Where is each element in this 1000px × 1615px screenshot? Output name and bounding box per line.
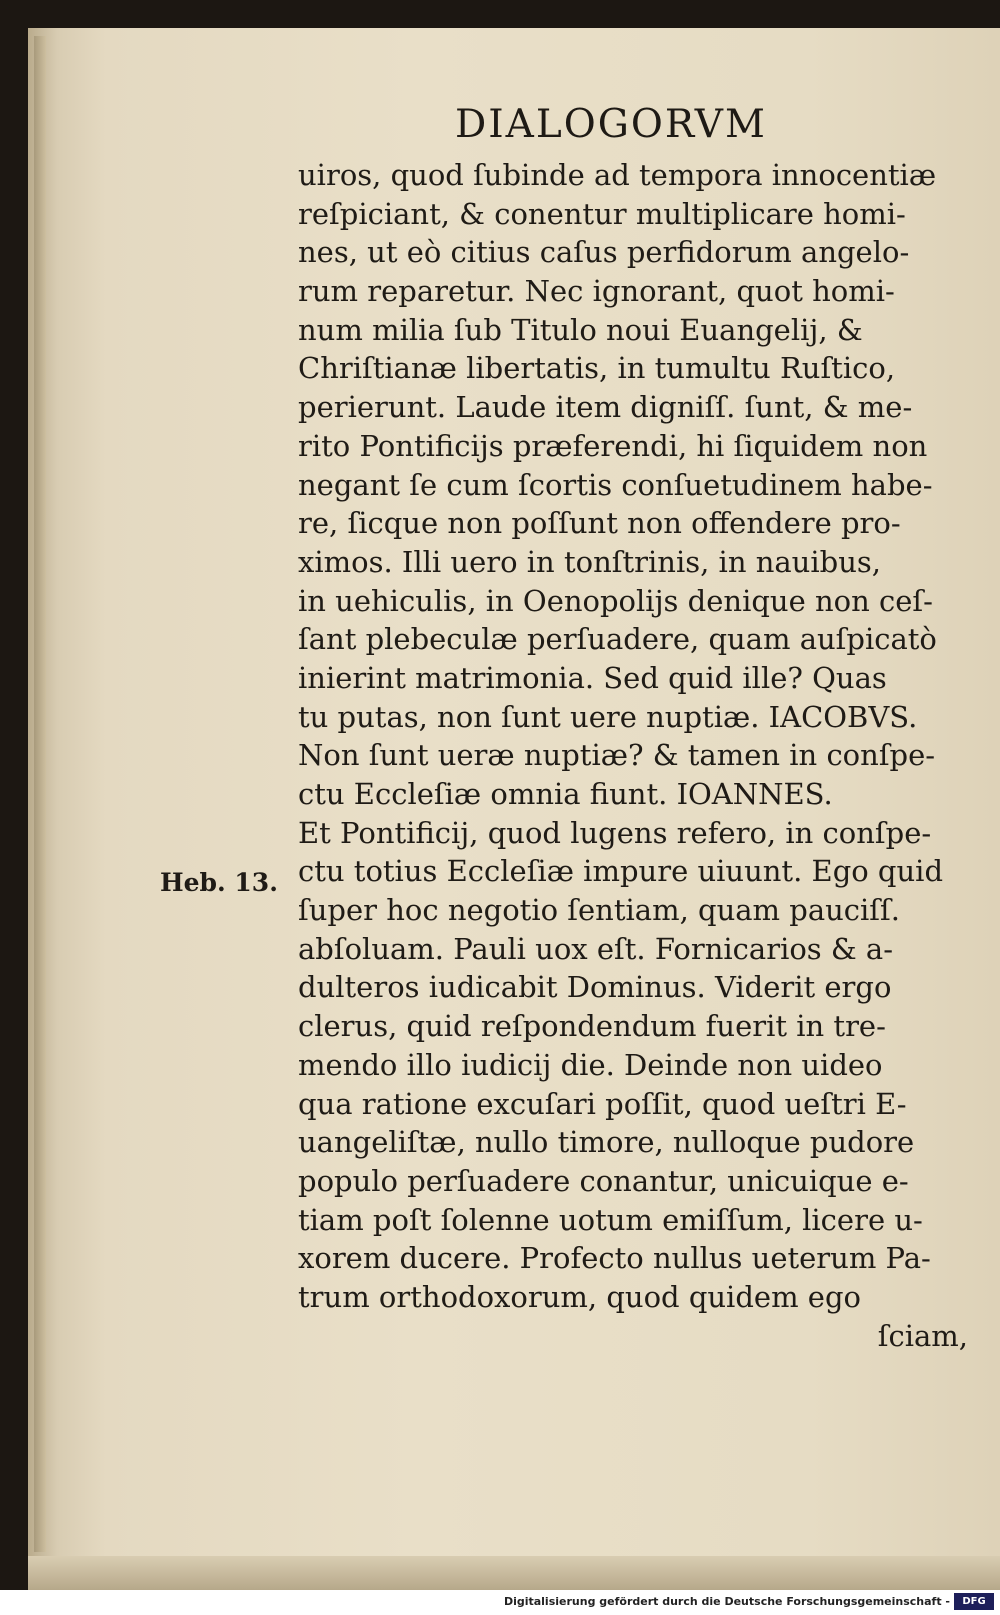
text-line: clerus, quid reſpondendum fuerit in tre- bbox=[298, 1009, 886, 1044]
footer-bar bbox=[0, 1590, 1000, 1615]
text-line: dulteros iudicabit Dominus. Viderit ergo bbox=[298, 970, 892, 1005]
text-line: qua ratione excuſari poſſit, quod ueſtri E- bbox=[298, 1086, 907, 1121]
text-line: Non ſunt ueræ nuptiæ? & tamen in conſpe- bbox=[298, 738, 936, 773]
text-line: tu putas, non ſunt uere nuptiæ. IACOBVS. bbox=[298, 699, 918, 734]
text-line: num milia ſub Titulo noui Euangelij, & bbox=[298, 312, 863, 347]
text-line: reſpiciant, & conentur multiplicare homi- bbox=[298, 196, 906, 231]
page-bottom-edge bbox=[28, 1556, 1000, 1590]
text-line: negant ſe cum ſcortis conſuetudinem habe- bbox=[298, 467, 933, 502]
text-line: tiam poſt ſolenne uotum emiſſum, licere u- bbox=[298, 1202, 923, 1237]
page-gutter bbox=[34, 36, 46, 1552]
text-line: inierint matrimonia. Sed quid ille? Quas bbox=[298, 660, 887, 695]
text-line: Chriſtianæ libertatis, in tumultu Ruſtico, bbox=[298, 351, 896, 386]
text-line: populo perſuadere conantur, unicuique e- bbox=[298, 1163, 909, 1198]
text-line: ximos. Illi uero in tonſtrinis, in nauibus, bbox=[298, 544, 881, 579]
running-head: DIALOGORVM bbox=[455, 102, 767, 147]
text-line: rito Pontificijs præferendi, hi ſiquidem non bbox=[298, 428, 928, 463]
text-line: xorem ducere. Profecto nullus ueterum Pa- bbox=[298, 1241, 931, 1276]
text-line: nes, ut eò citius caſus perfidorum angelo- bbox=[298, 235, 910, 270]
text-line: mendo illo iudicij die. Deinde non uideo bbox=[298, 1047, 883, 1082]
text-line: in uehiculis, in Oenopolijs denique non ceſ- bbox=[298, 583, 933, 618]
funding-credit: Digitalisierung gefördert durch die Deutsche Forschungsgemeinschaft - bbox=[503, 1595, 950, 1608]
text-line: uangeliſtæ, nullo timore, nulloque pudore bbox=[298, 1125, 915, 1160]
text-line: Et Pontificij, quod lugens refero, in conſpe- bbox=[298, 815, 932, 850]
text-line: ſuper hoc negotio ſentiam, quam pauciſſ. bbox=[298, 893, 900, 928]
text-line: ſant plebeculæ perſuadere, quam auſpicatò bbox=[298, 622, 937, 657]
text-line: uiros, quod ſubinde ad tempora innocentiæ bbox=[298, 158, 937, 192]
text-line: ctu totius Eccleſiæ impure uiuunt. Ego quid bbox=[298, 854, 944, 889]
marginal-note: Heb. 13. bbox=[160, 868, 278, 897]
text-line: re, ſicque non poſſunt non offendere pro- bbox=[298, 506, 901, 541]
dfg-logo: DFG bbox=[954, 1593, 994, 1610]
text-line: abſoluam. Pauli uox eſt. Fornicarios & a- bbox=[298, 931, 894, 966]
text-line: perierunt. Laude item digniſſ. ſunt, & me- bbox=[298, 390, 913, 425]
body-text bbox=[298, 156, 998, 1355]
text-line: rum reparetur. Nec ignorant, quot homi- bbox=[298, 274, 895, 309]
text-line: trum orthodoxorum, quod quidem ego bbox=[298, 1279, 861, 1314]
catchword: ſciam, bbox=[877, 1318, 968, 1353]
text-line: ctu Eccleſiæ omnia fiunt. IOANNES. bbox=[298, 777, 833, 811]
